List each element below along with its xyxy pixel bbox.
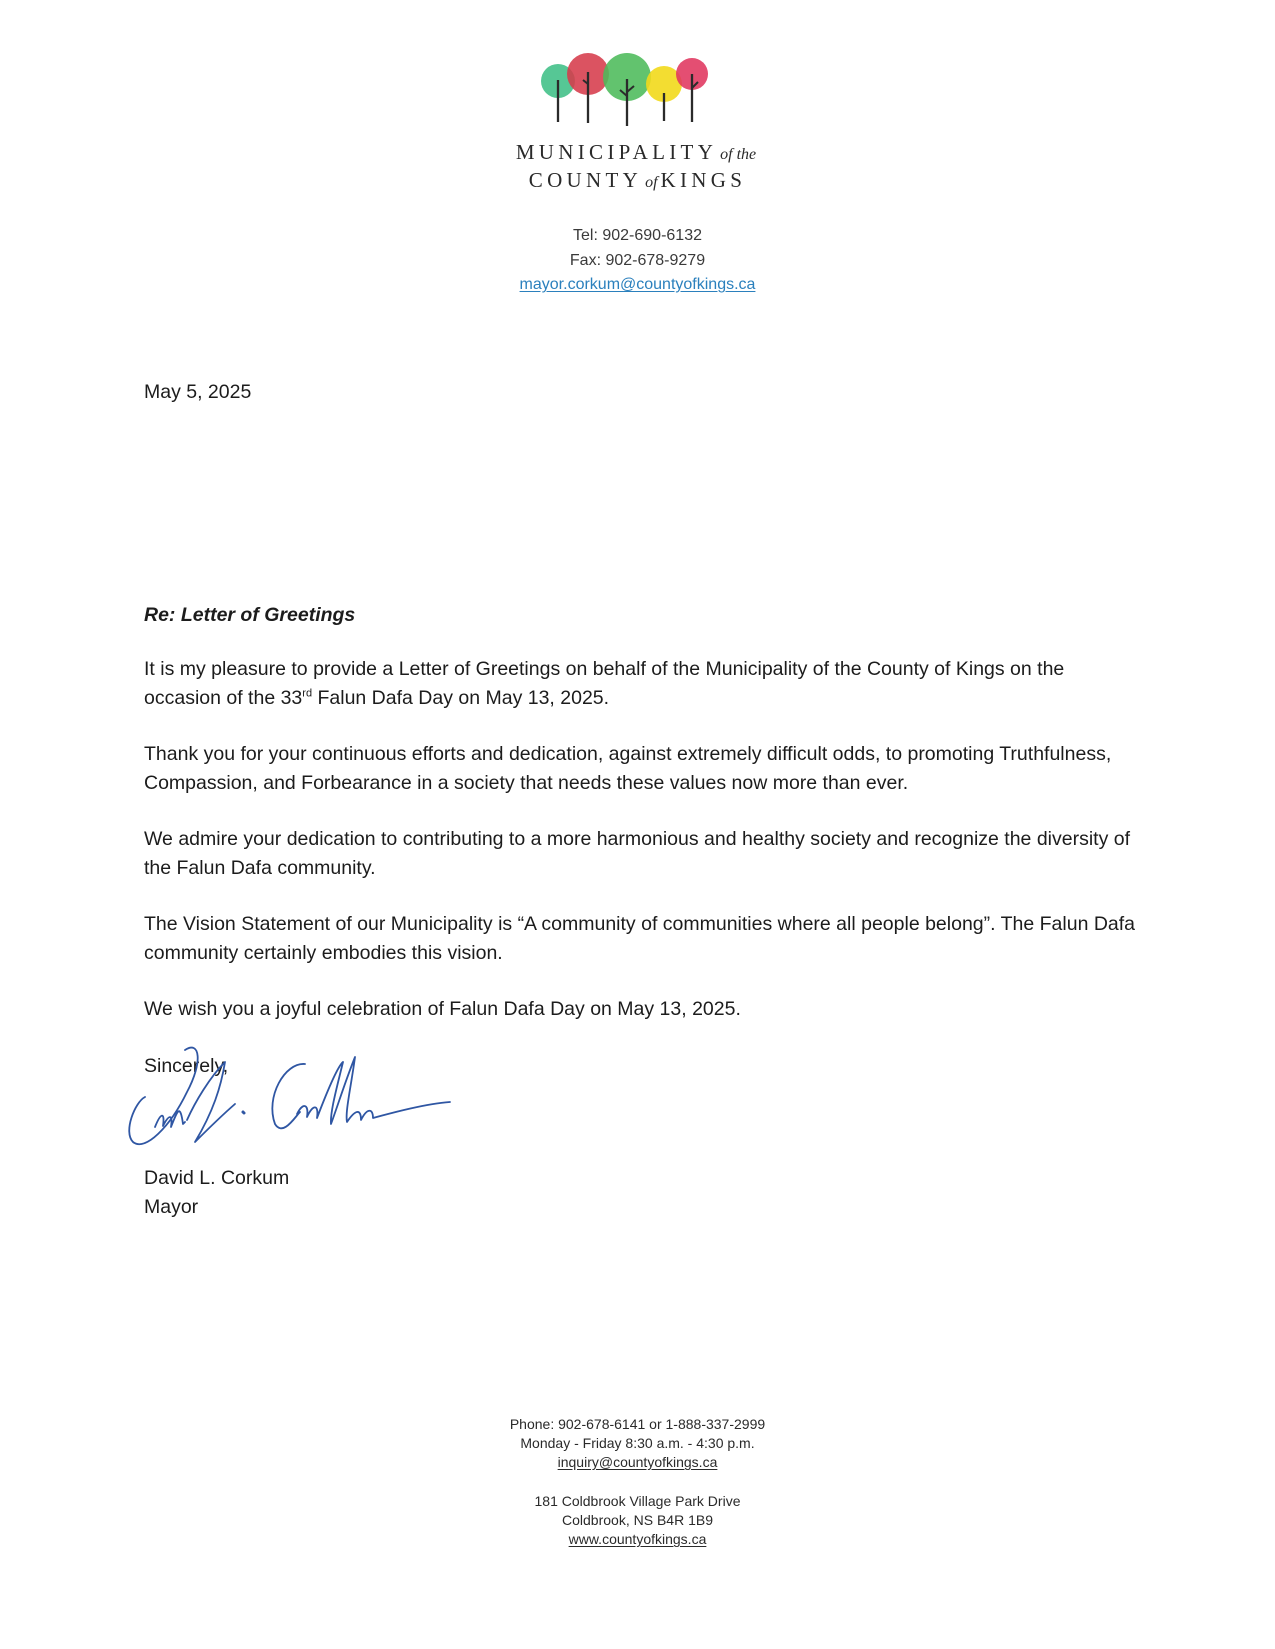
footer-website-link[interactable]: www.countyofkings.ca [568, 1531, 707, 1547]
signature-stroke-c [272, 1064, 305, 1128]
paragraph-4: The Vision Statement of our Municipality is “A community of communities where all people belong”. The Falun Dafa community certainly embodies this vision. [144, 913, 1136, 964]
footer-hours: Monday - Friday 8:30 a.m. - 4:30 p.m. [520, 1435, 755, 1451]
footer-phone: Phone: 902-678-6141 or 1-888-337-2999 [509, 1416, 766, 1432]
footer-address [420, 1492, 855, 1549]
org-word-county: COUNTY [528, 168, 643, 192]
org-name-line1 [420, 140, 855, 165]
mayor-email-link[interactable]: mayor.corkum@countyofkings.ca [519, 276, 756, 293]
tree-green [603, 53, 651, 126]
footer-address-city: Coldbrook, NS B4R 1B9 [562, 1512, 713, 1528]
five-trees-logo-icon [538, 44, 718, 134]
paragraph-3: We admire your dedication to contributing to a more harmonious and healthy society and recognize the diversity of the Falun Dafa community. [144, 828, 1131, 879]
org-name-line2 [420, 168, 855, 193]
signature-stroke-l [243, 1112, 244, 1113]
signature-stroke-d [129, 1048, 197, 1145]
tree-red [567, 53, 609, 123]
footer-address-street: 181 Coldbrook Village Park Drive [534, 1493, 741, 1509]
org-word-of-the: of the [720, 146, 757, 163]
paragraph-1-text-b: Falun Dafa Day on May 13, 2025. [312, 687, 610, 709]
signer-title: Mayor [144, 1196, 199, 1218]
letter-date: May 5, 2025 [144, 381, 252, 403]
fax-number: Fax: 902-678-9279 [569, 251, 706, 269]
handwritten-signature-icon [125, 1042, 475, 1172]
letter-subject: Re: Letter of Greetings [144, 604, 356, 626]
ordinal-suffix: rd [302, 687, 313, 700]
closing: Sincerely, [144, 1055, 229, 1077]
paragraph-1-text-a: It is my pleasure to provide a Letter of Greetings on behalf of the Municipality of the County of Kings on the occasion of the 33 [144, 658, 1065, 709]
footer-email-link[interactable]: inquiry@countyofkings.ca [557, 1454, 718, 1470]
paragraph-5: We wish you a joyful celebration of Falun Dafa Day on May 13, 2025. [144, 998, 741, 1020]
org-word-kings: KINGS [660, 168, 747, 192]
tel-number: Tel: 902-690-6132 [573, 227, 702, 244]
org-word-of: of [645, 174, 658, 191]
signer-name: David L. Corkum [144, 1167, 290, 1189]
footer-contact [420, 1415, 855, 1472]
paragraph-2: Thank you for your continuous efforts and dedication, against extremely difficult odds, to promoting Truthfulness, Compassion, and Forbearance in a society that needs these values now more than ever. [144, 743, 1112, 794]
letterhead-contact [420, 224, 855, 298]
org-word-municipality: MUNICIPALITY [515, 140, 718, 164]
signature-stroke-orkum [297, 1057, 450, 1124]
paragraph-1 [144, 655, 1144, 713]
